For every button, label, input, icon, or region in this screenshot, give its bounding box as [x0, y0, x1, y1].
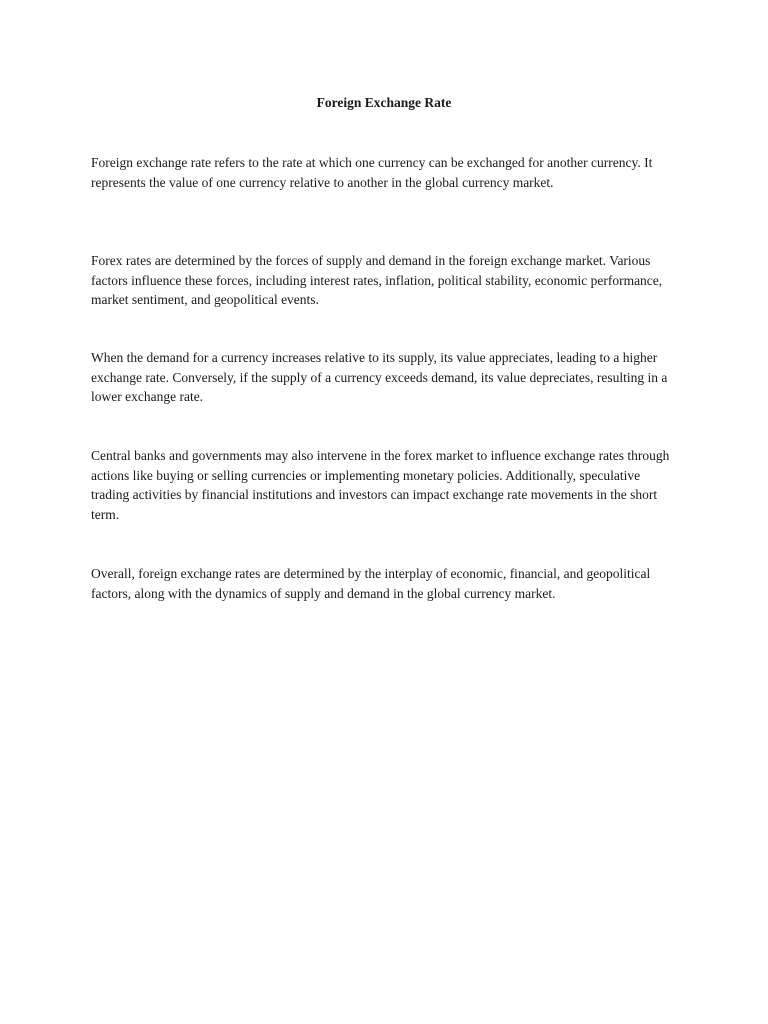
paragraph-determinants: Forex rates are determined by the forces of supply and demand in the foreign exchange market. Various factors influence these forces, including interest rates, inflation, political stability, economic performance, market sentiment, and geopolitical events. [91, 253, 663, 307]
paragraph-definition: Foreign exchange rate refers to the rate at which one currency can be exchanged for another currency. It represents the value of one currency relative to another in the global currency market. [91, 155, 653, 190]
paragraph-demand-supply: When the demand for a currency increases relative to its supply, its value appreciates, leading to a higher exchange rate. Conversely, if the supply of a currency exceeds demand, its value depreciates, resulting in a lower exchange rate. [91, 350, 668, 404]
paragraph-intervention: Central banks and governments may also intervene in the forex market to influence exchange rates through actions like buying or selling currencies or implementing monetary policies. Additionally, speculative trading activities by financial institutions and investors can impact exchange rate movements in the short term. [91, 448, 670, 522]
document-title: Foreign Exchange Rate [316, 95, 452, 110]
paragraph-conclusion: Overall, foreign exchange rates are determined by the interplay of economic, financial, and geopolitical factors, along with the dynamics of supply and demand in the global currency market. [91, 566, 651, 601]
